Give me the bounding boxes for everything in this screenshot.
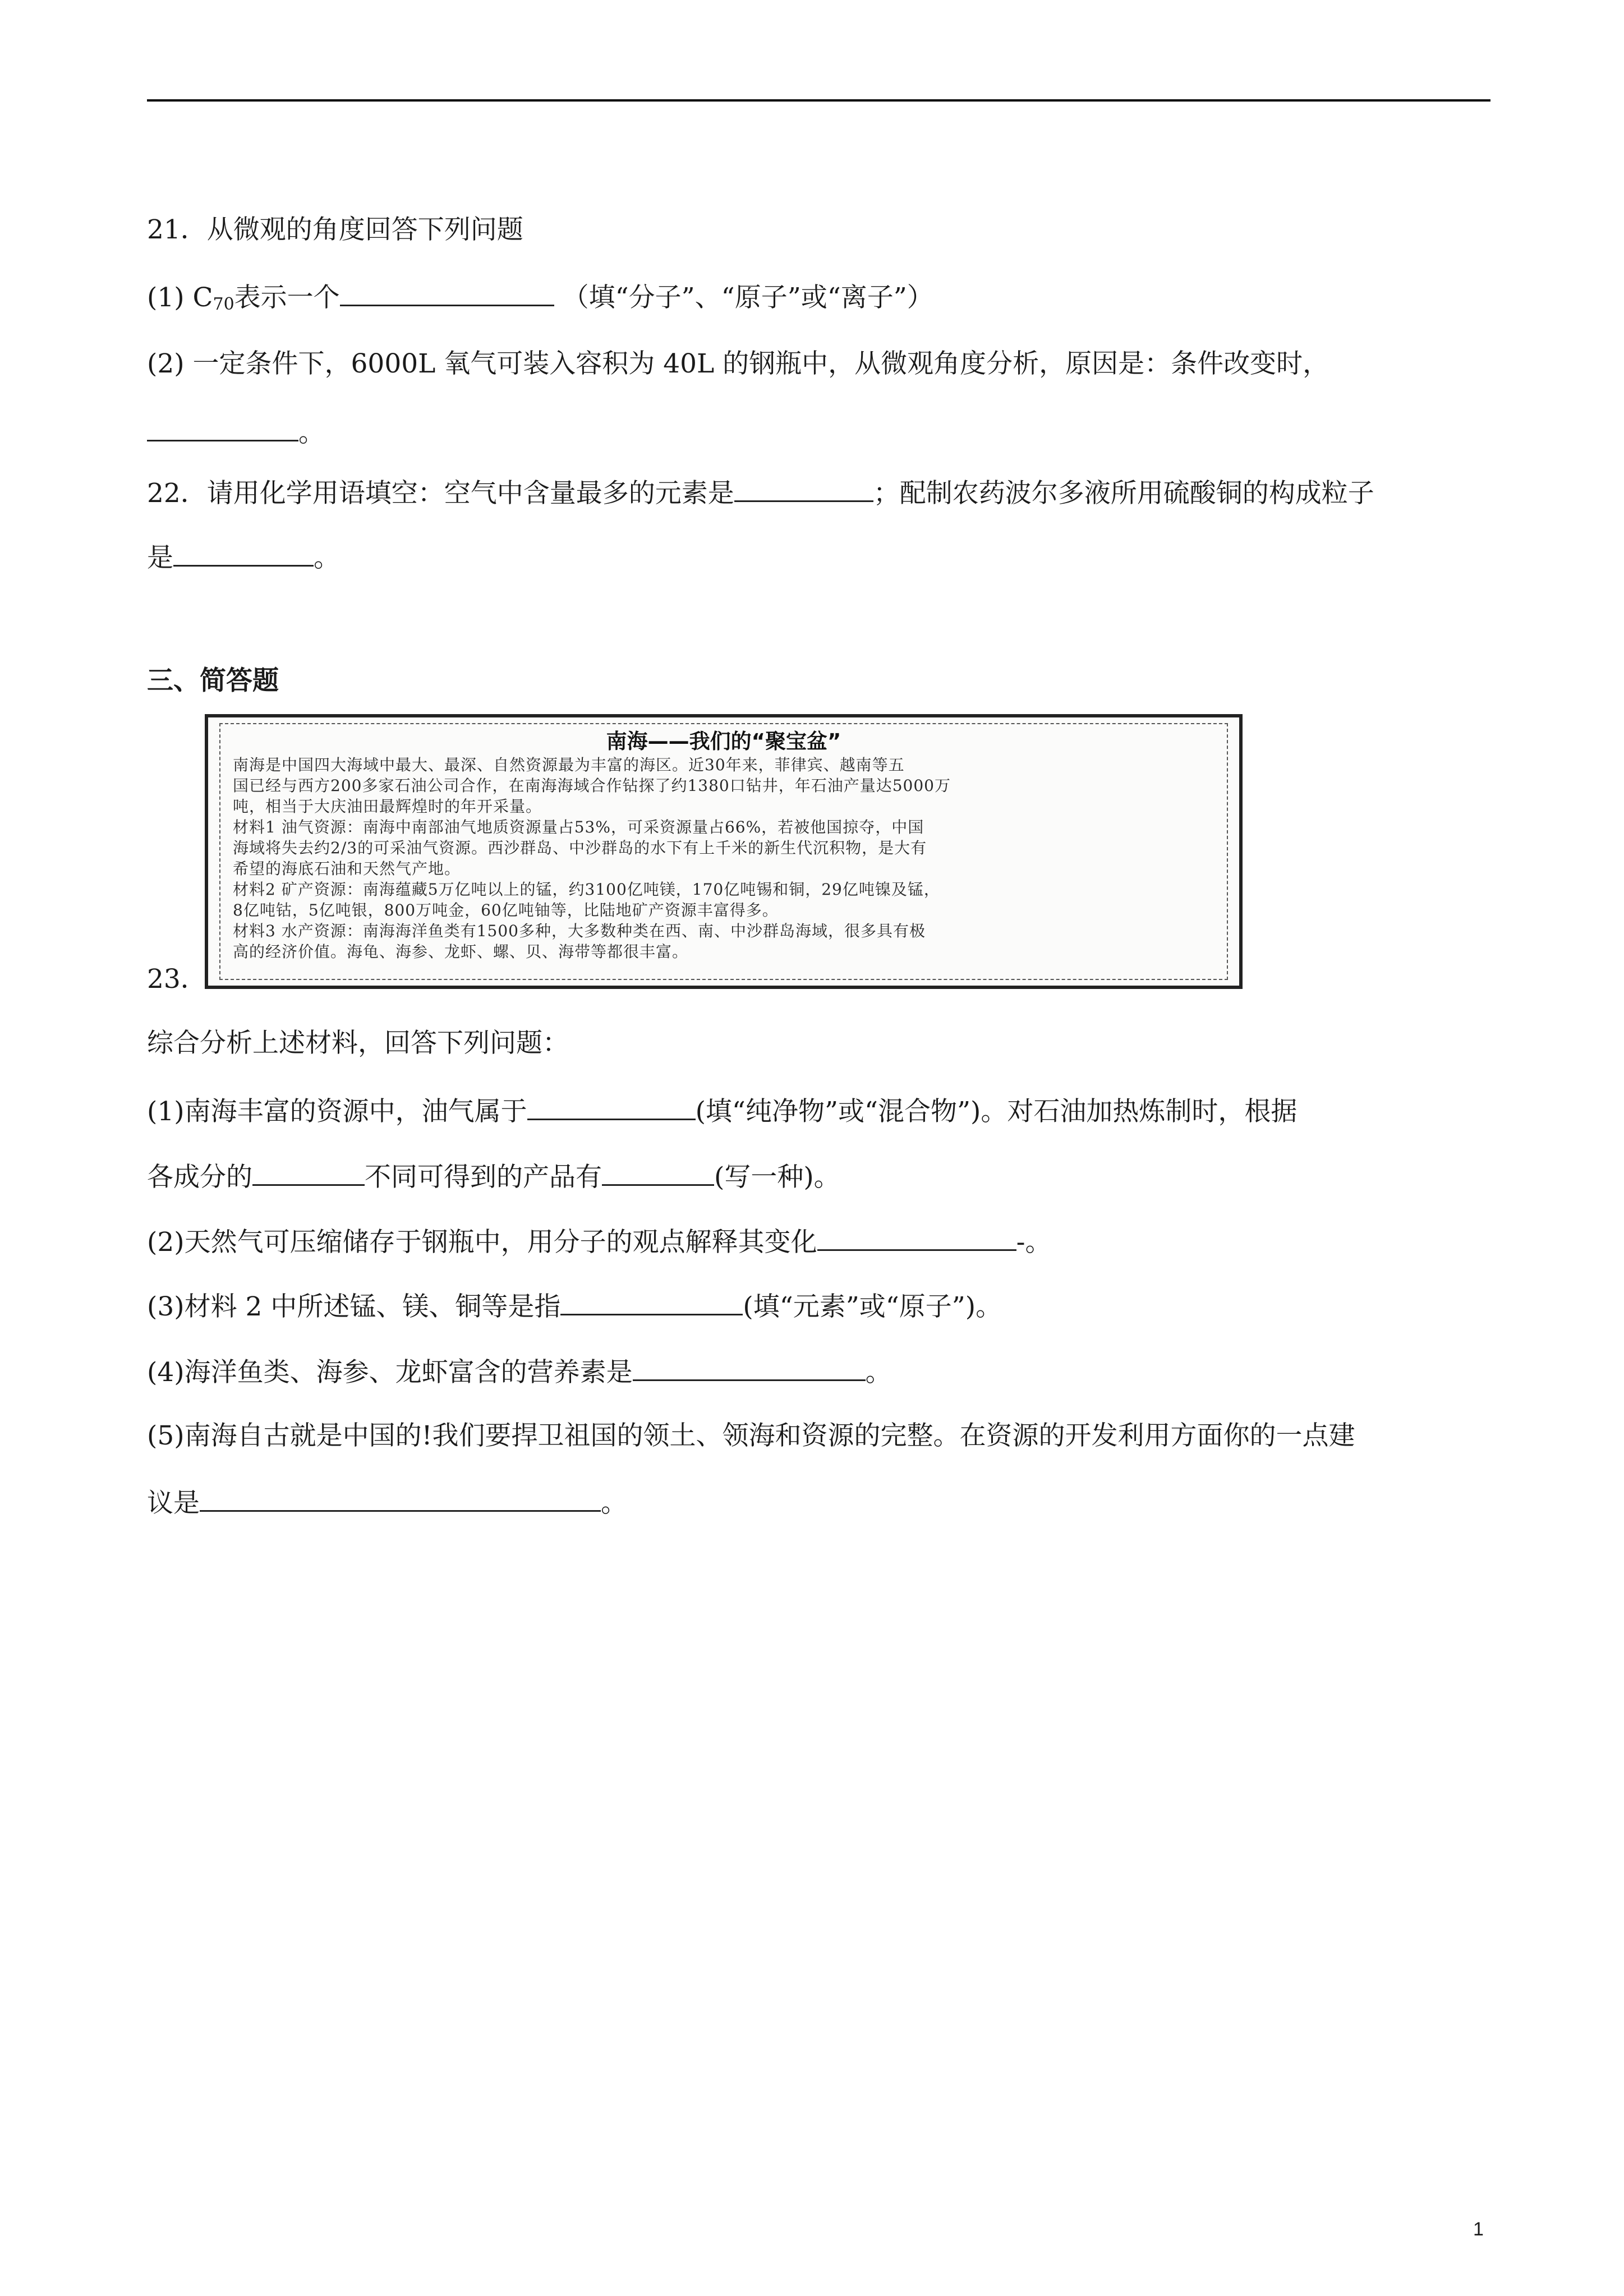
material-line: 吨，相当于大庆油田最辉煌时的年开采量。 [233,797,542,816]
material-line: 高的经济价值。海龟、海参、龙虾、螺、贝、海带等都很丰富。 [233,942,689,961]
q21-p1-subscript: 70 [213,295,234,314]
q23-part5-line1: (5)南海自古就是中国的!我们要捍卫祖国的领土、领海和资源的完整。在资源的开发利用方面你的一点建 [147,1420,1355,1451]
q23-p5-answer-blank[interactable] [200,1484,601,1512]
material-line: 8亿吨钴，5亿吨银，800万吨金，60亿吨铀等，比陆地矿产资源丰富得多。 [233,901,779,919]
material-line: 材料2 矿产资源：南海蕴藏5万亿吨以上的锰，约3100亿吨镁，170亿吨锡和铜，29亿吨镍及锰， [233,880,940,899]
q21-p1-answer-blank[interactable] [340,279,554,306]
material-line: 希望的海底石油和天然气产地。 [233,859,461,878]
q22-answer-blank-1[interactable] [734,475,873,502]
q23-p1-e: (写一种)。 [714,1162,840,1193]
q22-line1 [147,475,1374,510]
page-number: 1 [1473,2219,1484,2240]
q23-p1-c: 各成分的 [147,1162,252,1193]
q23-part5-line2 [147,1484,627,1520]
q23-p2-a: (2)天然气可压缩储存于钢瓶中，用分子的观点解释其变化 [147,1227,817,1258]
header-rule [147,99,1490,102]
q23-number: 23． [147,964,207,995]
material-line: 材料1 油气资源：南海中南部油气地质资源量占53%，可采资源量占66%，若被他国掠夺，中国 [233,818,924,836]
q23-p4-a: (4)海洋鱼类、海参、龙虾富含的营养素是 [147,1357,633,1388]
q23-p1-answer-blank-1[interactable] [527,1093,696,1120]
q23-p3-answer-blank[interactable] [560,1288,743,1315]
q23-p5-c: 。 [601,1488,627,1519]
q22-answer-blank-2[interactable] [173,539,314,567]
q21-p1-pre: (1) C [147,282,213,313]
q23-p4-answer-blank[interactable] [633,1354,866,1381]
material-figure [205,714,1243,989]
q23-p3-b: (填“元素”或“原子”)。 [743,1291,1002,1322]
q23-p1-d: 不同可得到的产品有 [365,1162,602,1193]
q22-line1-pre: 22．请用化学用语填空：空气中含量最多的元素是 [147,478,734,509]
q23-p1-b: (填“纯净物”或“混合物”)。对石油加热炼制时，根据 [695,1096,1298,1127]
q21-part2: (2) 一定条件下，6000L 氧气可装入容积为 40L 的钢瓶中，从微观角度分析，原因是：条件改变时， [147,348,1329,379]
q21-p1-mid: 表示一个 [234,282,340,313]
q23-p5-b: 议是 [147,1488,200,1519]
material-line: 南海是中国四大海域中最大、最深、自然资源最为丰富的海区。近30年来，菲律宾、越南等五 [233,756,905,774]
material-title: 南海——我们的“聚宝盆” [606,729,841,753]
section-title: 三、简答题 [147,665,279,696]
q23-part1-line2 [147,1158,840,1194]
q23-p2-b: -。 [1016,1227,1052,1258]
q21-part2-answer-line [147,414,325,450]
q22-line2-post: 。 [314,542,340,573]
q21-part1 [147,279,933,321]
q23-part2 [147,1223,1051,1259]
material-line: 国已经与西方200多家石油公司合作，在南海海域合作钻探了约1380口钻井，年石油产量达5000万 [233,776,951,795]
q23-p4-b: 。 [865,1357,892,1388]
q23-p3-a: (3)材料 2 中所述锰、镁、铜等是指 [147,1291,561,1322]
q22-line2-pre: 是 [147,542,173,573]
q22-line2 [147,539,340,575]
material-line: 海域将失去约2/3的可采油气资源。西沙群岛、中沙群岛的水下有上千米的新生代沉积物，是大有 [233,839,927,857]
material-line: 材料3 水产资源：南海海洋鱼类有1500多种，大多数种类在西、南、中沙群岛海域，很多具有极 [233,922,926,940]
q21-p2-answer-blank[interactable] [147,414,298,441]
q21-p1-post: （填“分子”、“原子”或“离子”） [562,282,933,313]
q23-part1-line1 [147,1093,1297,1129]
q22-line1-post: ；配制农药波尔多液所用硫酸铜的构成粒子 [873,478,1374,509]
q23-intro: 综合分析上述材料，回答下列问题： [147,1028,569,1059]
q23-part3 [147,1288,1002,1324]
q21-title: 21．从微观的角度回答下列问题 [147,214,523,245]
q23-p1-a: (1)南海丰富的资源中，油气属于 [147,1096,527,1127]
q23-p2-answer-blank[interactable] [817,1223,1016,1251]
q23-p1-answer-blank-3[interactable] [602,1158,714,1186]
q21-p2-end: 。 [298,417,325,448]
q23-p1-answer-blank-2[interactable] [252,1158,365,1186]
q23-part4 [147,1354,892,1389]
